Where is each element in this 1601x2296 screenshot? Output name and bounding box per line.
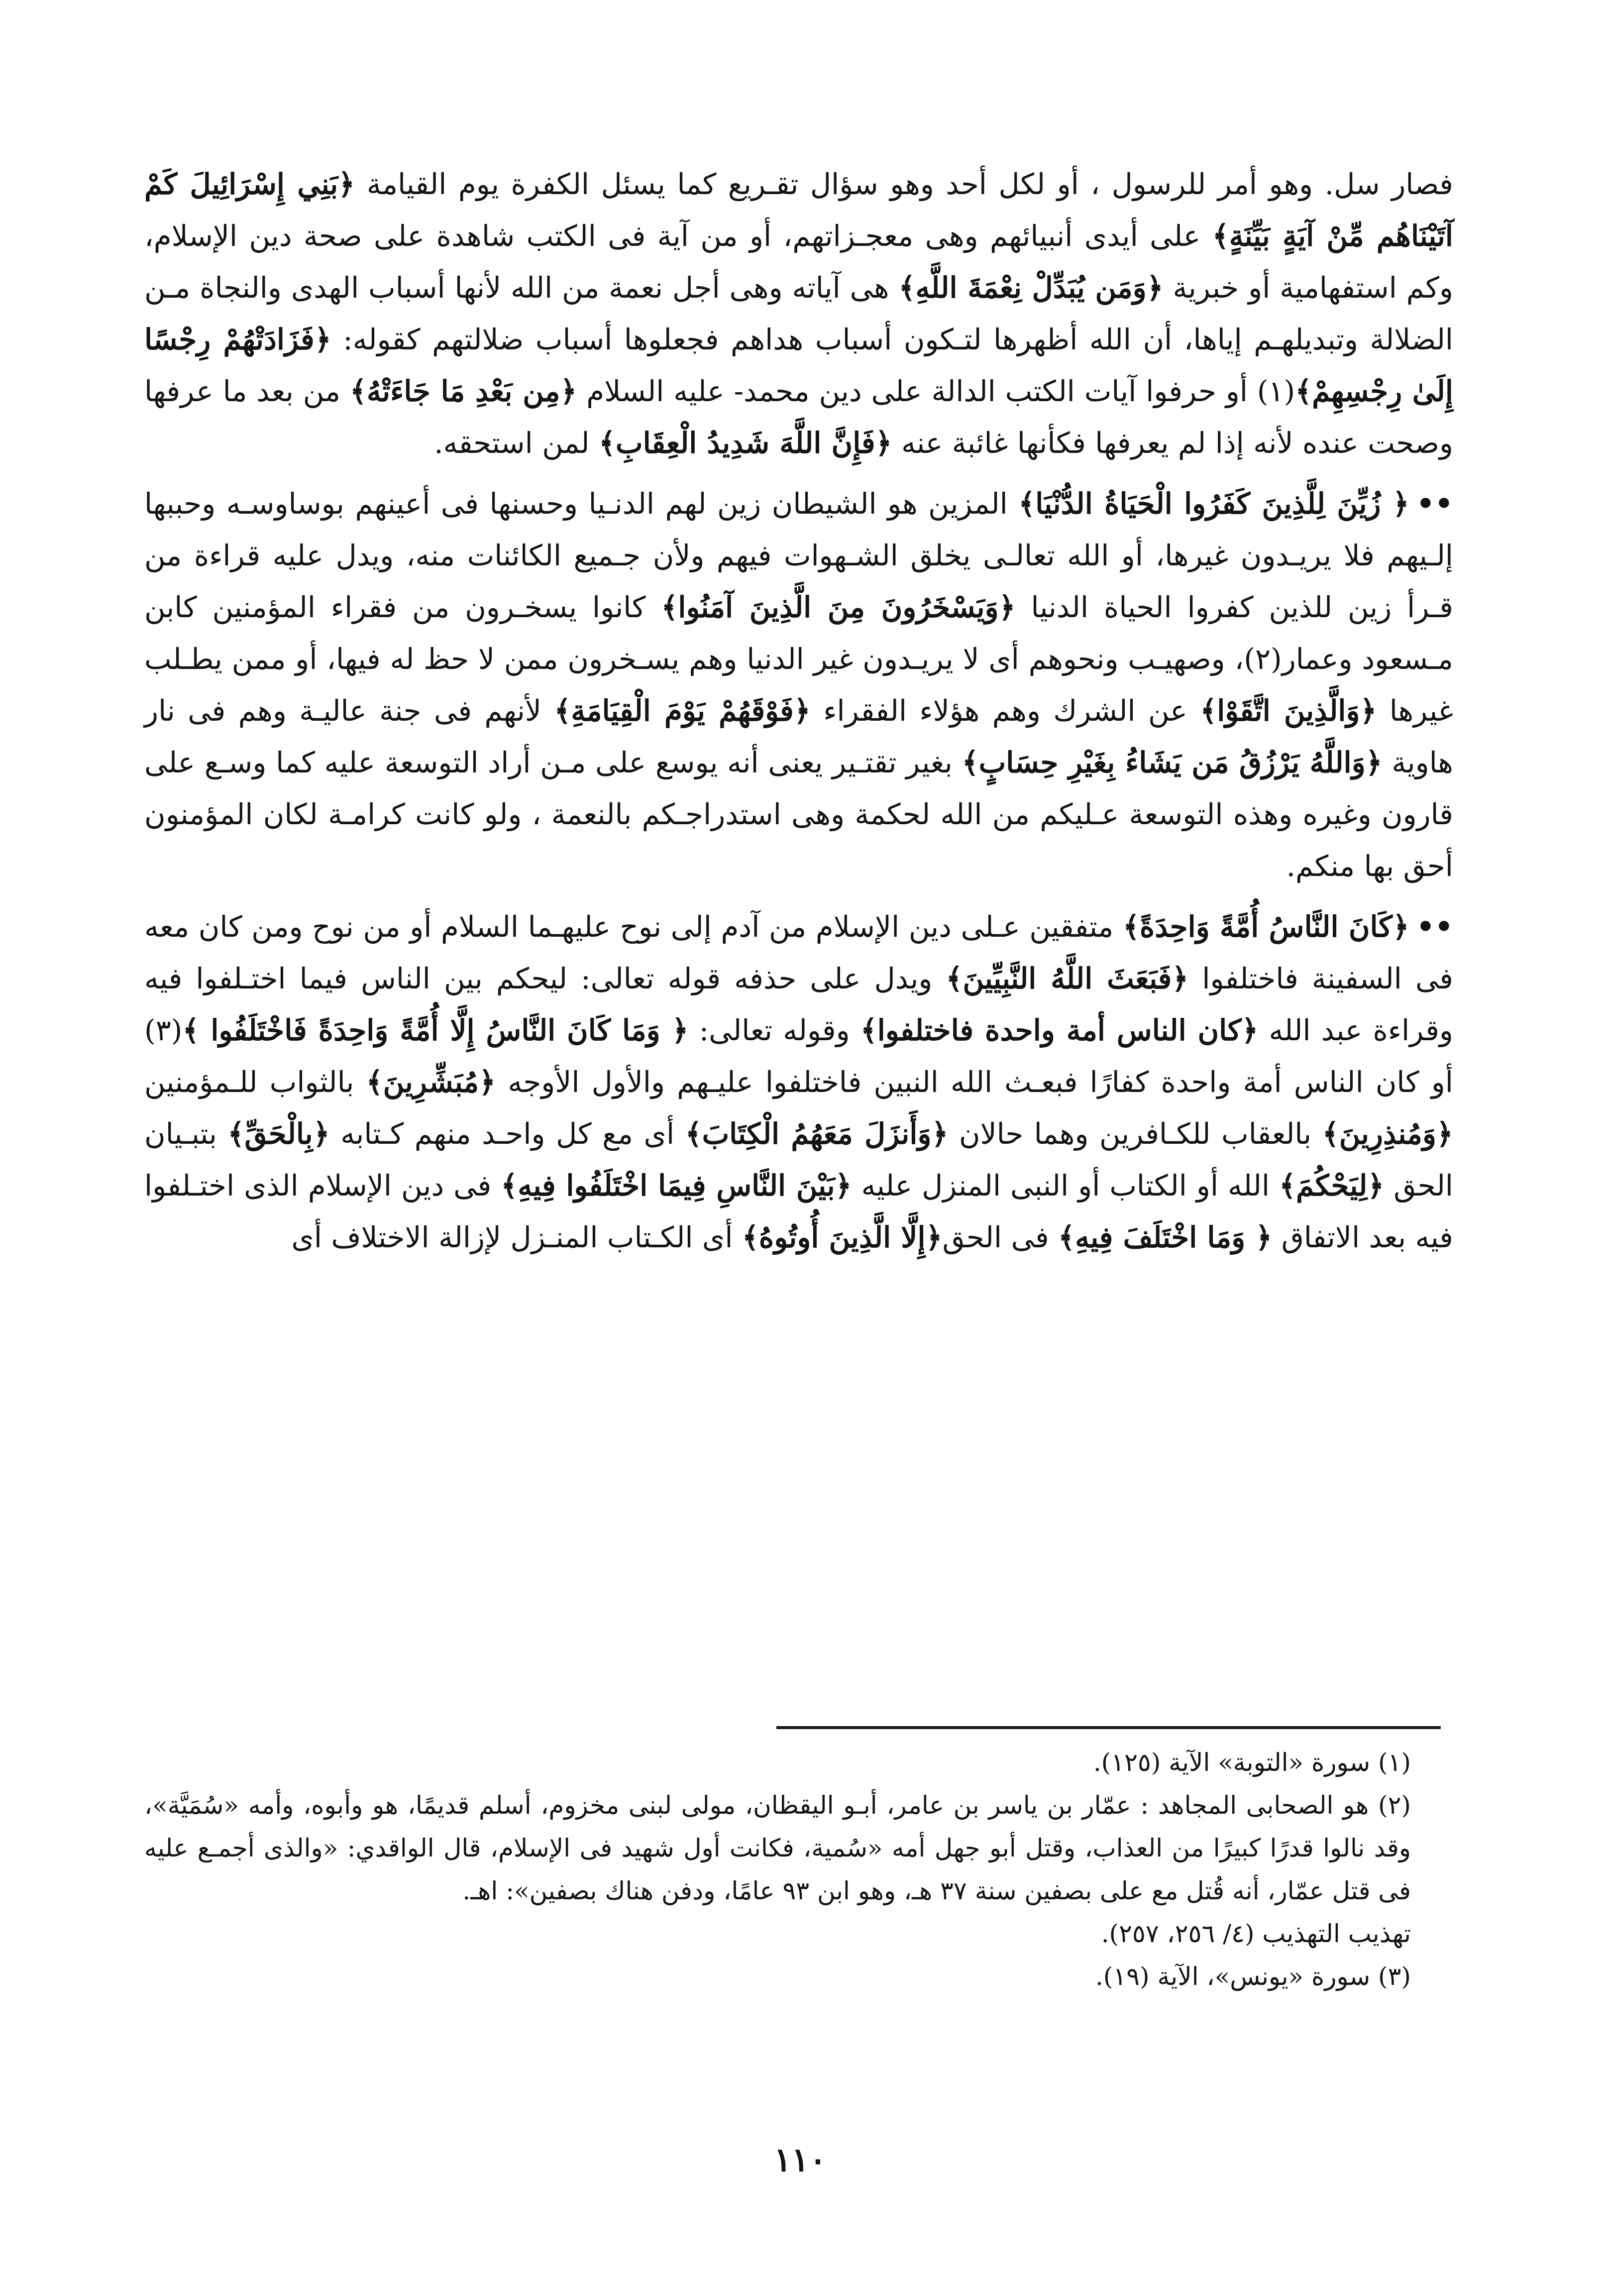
- quran-quote: ﴿وَأَنزَلَ مَعَهُمُ الْكِتَابَ﴾: [685, 1117, 949, 1151]
- commentary-text: بتبـيان الحق: [144, 1117, 1453, 1203]
- footnotes: [144, 1741, 1453, 1998]
- footnote-divider: [776, 1726, 1441, 1729]
- commentary-text: لأنهم فى جنة عاليـة وهم فى نار هاوية: [144, 694, 1453, 779]
- quran-quote: ﴿ وَمَا كَانَ النَّاسُ إِلَّا أُمَّةً وَاحِدَةً فَاخْتَلَفُوا ﴾: [182, 1013, 689, 1047]
- quran-quote: ﴿وَيَسْخَرُونَ مِنَ الَّذِينَ آمَنُوا﴾: [661, 590, 1016, 624]
- commentary-text: ويدل على حذفه قوله تعالى: ليحكم بين الناس فيما اختـلفوا فيه وقراءة عبد الله: [144, 962, 1454, 1047]
- quran-quote: ﴿فَبَعَثَ اللَّهُ النَّبِيِّينَ﴾: [946, 962, 1189, 995]
- commentary-text: المزين هو الشيطان زين لهم الدنـيا وحسنها فى أعينهم بوساوسـه وحببها إلـيهم فلا يريـدون غيرها، أو الله تعالـى يخلق الشـهوات فيهم ولأن جـميع الكائنات منه، ويدل عليه قراءة من قـرأ زين للذين كفروا الحياة الدنيا: [144, 487, 1454, 624]
- commentary-text: فى دين الإسلام الذى اختـلفوا فيه بعد الاتفاق: [144, 1169, 1453, 1254]
- footnote-2-source: تهذيب التهذيب (٤/ ٢٥٦، ٢٥٧).: [1101, 1919, 1411, 1948]
- quran-quote: ﴿ زُيِّنَ لِلَّذِينَ كَفَرُوا الْحَيَاةُ الدُّنْيَا﴾: [1018, 487, 1409, 521]
- paragraph-1: [144, 158, 1453, 469]
- commentary-text: وقوله تعالى:: [688, 1013, 860, 1047]
- quran-quote: ﴿وَاللَّهُ يَرْزُقُ مَن يَشَاءُ بِغَيْرِ حِسَابٍ﴾: [961, 746, 1383, 779]
- quran-quote: ﴿فَوْقَهُمْ يَوْمَ الْقِيَامَةِ﴾: [554, 694, 811, 728]
- quran-quote: ﴿كَانَ النَّاسُ أُمَّةً وَاحِدَةً﴾: [1122, 910, 1409, 944]
- paragraph-3: [144, 901, 1453, 1263]
- commentary-text: (٣) أو كان الناس أمة واحدة كفارًا فبعـث الله النبين فاختلفوا عليـهم والأول الأوجه: [144, 1013, 1453, 1099]
- quran-quote: ﴿بَنِي إِسْرَائِيلَ كَمْ آتَيْنَاهُم مِّنْ آيَةٍ بَيِّنَةٍ﴾: [144, 167, 1453, 253]
- commentary-text: على أيدى أنبيائهم وهى معجـزاتهم، أو من آية فى الكتب شاهدة على صحة دين الإسلام، وكم استفهامية أو خبرية: [144, 219, 1454, 305]
- commentary-text: هى آياته وهى أجل نعمة من الله لأنها أسباب الهدى والنجاة مـن الضلالة وتبديلهـم إياها، أن الله أظهرها لتـكون أسباب هداهم فجعلوها أسباب ضلالتهم كقوله:: [144, 271, 1453, 356]
- paragraph-bullet: ••: [1416, 910, 1453, 944]
- quran-quote: ﴿وَمُنذِرِينَ﴾: [1322, 1117, 1453, 1151]
- paragraph-bullet: ••: [1416, 487, 1453, 521]
- commentary-text: لمن استحقه.: [434, 426, 599, 460]
- quran-quote: ﴿بِالْحَقِّ﴾: [227, 1117, 330, 1151]
- commentary-text: عن الشرك وهم هؤلاء الفقراء: [810, 694, 1200, 728]
- quran-quote: ﴿ وَمَا اخْتَلَفَ فِيهِ﴾: [1058, 1220, 1273, 1254]
- commentary-text: بغير تقتـير يعنى أنه يوسع على مـن أراد التوسعة عليه كما وسـع على قارون وغيره وهذه التوسعة عـليكم من الله لحكمة وهى استدراجـكم بالنعمة ، ولو كانت كرامـة لكان المؤمنون أحق بها منكم.: [144, 746, 1453, 883]
- quran-quote: ﴿وَالَّذِينَ اتَّقَوْا﴾: [1200, 694, 1377, 728]
- quran-quote: ﴿كان الناس أمة واحدة فاختلفوا﴾: [860, 1013, 1259, 1047]
- quran-quote: ﴿مِن بَعْدِ مَا جَاءَتْهُ﴾: [349, 374, 577, 408]
- commentary-text: الله أو الكتاب أو النبى المنزل عليه: [852, 1169, 1280, 1203]
- quran-quote: ﴿مُبَشِّرِينَ﴾: [366, 1065, 496, 1099]
- page-number: ١١٠: [773, 2140, 827, 2179]
- commentary-text: أى الكـتاب المنـزل لإزالة الاختلاف أى: [291, 1220, 742, 1254]
- quran-quote: ﴿إِلَّا الَّذِينَ أُوتُوهُ﴾: [742, 1220, 943, 1254]
- commentary-text: بالعقاب للكـافرين وهما حالان: [948, 1117, 1322, 1151]
- footnote-1: (١) سورة «التوبة» الآية (١٢٥).: [1093, 1748, 1411, 1777]
- paragraph-2: [144, 478, 1453, 892]
- commentary-text: بالثواب للـمؤمنين: [144, 1065, 366, 1099]
- footnote-3: (٣) سورة «يونس»، الآية (١٩).: [1095, 1962, 1411, 1991]
- commentary-text: فصار سل. وهو أمر للرسول ، أو لكل أحد وهو سؤال تقـريع كما يسئل الكفرة يوم القيامة: [355, 167, 1454, 201]
- commentary-text: من بعد ما عرفها وصحت عنده لأنه إذا لم يعرفها فكأنها غائبة عنه: [144, 374, 1453, 460]
- quran-quote: ﴿لِيَحْكُمَ﴾: [1279, 1169, 1385, 1203]
- quran-quote: ﴿بَيْنَ النَّاسِ فِيمَا اخْتَلَفُوا فِيهِ﴾: [501, 1169, 852, 1203]
- quran-quote: ﴿فَإِنَّ اللَّهَ شَدِيدُ الْعِقَابِ﴾: [599, 426, 892, 460]
- footnote-2: (٢) هو الصحابى المجاهد : عمّار بن ياسر بن عامر، أبـو اليقظان، مولى لبنى مخزوم، أسلم قديمًا، هو وأبوه، وأمه «سُمَيَّة»، وقد نالوا قدرًا كبيرًا من العذاب، وقتل أبو جهل أمه «سُمية، فكانت أول شهيد فى الإسلام، قال الواقدي: «والذى أجمـع عليه فى قتل عمّار، أنه قُتل مع على بصفين سنة ٣٧ هـ، وهو ابن ٩٣ عامًا، ودفن هناك بصفين»: اهـ.: [144, 1791, 1411, 1905]
- commentary-text: أى مع كل واحـد منهم كـتابه: [329, 1117, 685, 1151]
- quran-quote: ﴿فَزَادَتْهُمْ رِجْسًا إِلَىٰ رِجْسِهِمْ﴾: [144, 323, 1453, 408]
- commentary-text: (١) أو حرفوا آيات الكتب الدالة على دين محمد- عليه السلام: [577, 374, 1295, 408]
- quran-quote: ﴿وَمَن يُبَدِّلْ نِعْمَةَ اللَّهِ﴾: [898, 271, 1164, 305]
- main-text: [144, 158, 1453, 1263]
- commentary-text: فى الحق: [942, 1220, 1059, 1254]
- commentary-text: كانوا يسخـرون من فقراء المؤمنين كابن مـسعود وعمار(٢)، وصهيـب ونحوهم أى لا يريـدون غير الدنيا وهم يسـخرون ممن لا حظ له فيها، أو ممن يطـلب غيرها: [144, 590, 1454, 728]
- commentary-text: متفقين عـلى دين الإسلام من آدم إلى نوح عليهـما السلام أو من نوح ومن كان معه فى السفينة فاختلفوا: [144, 910, 1454, 995]
